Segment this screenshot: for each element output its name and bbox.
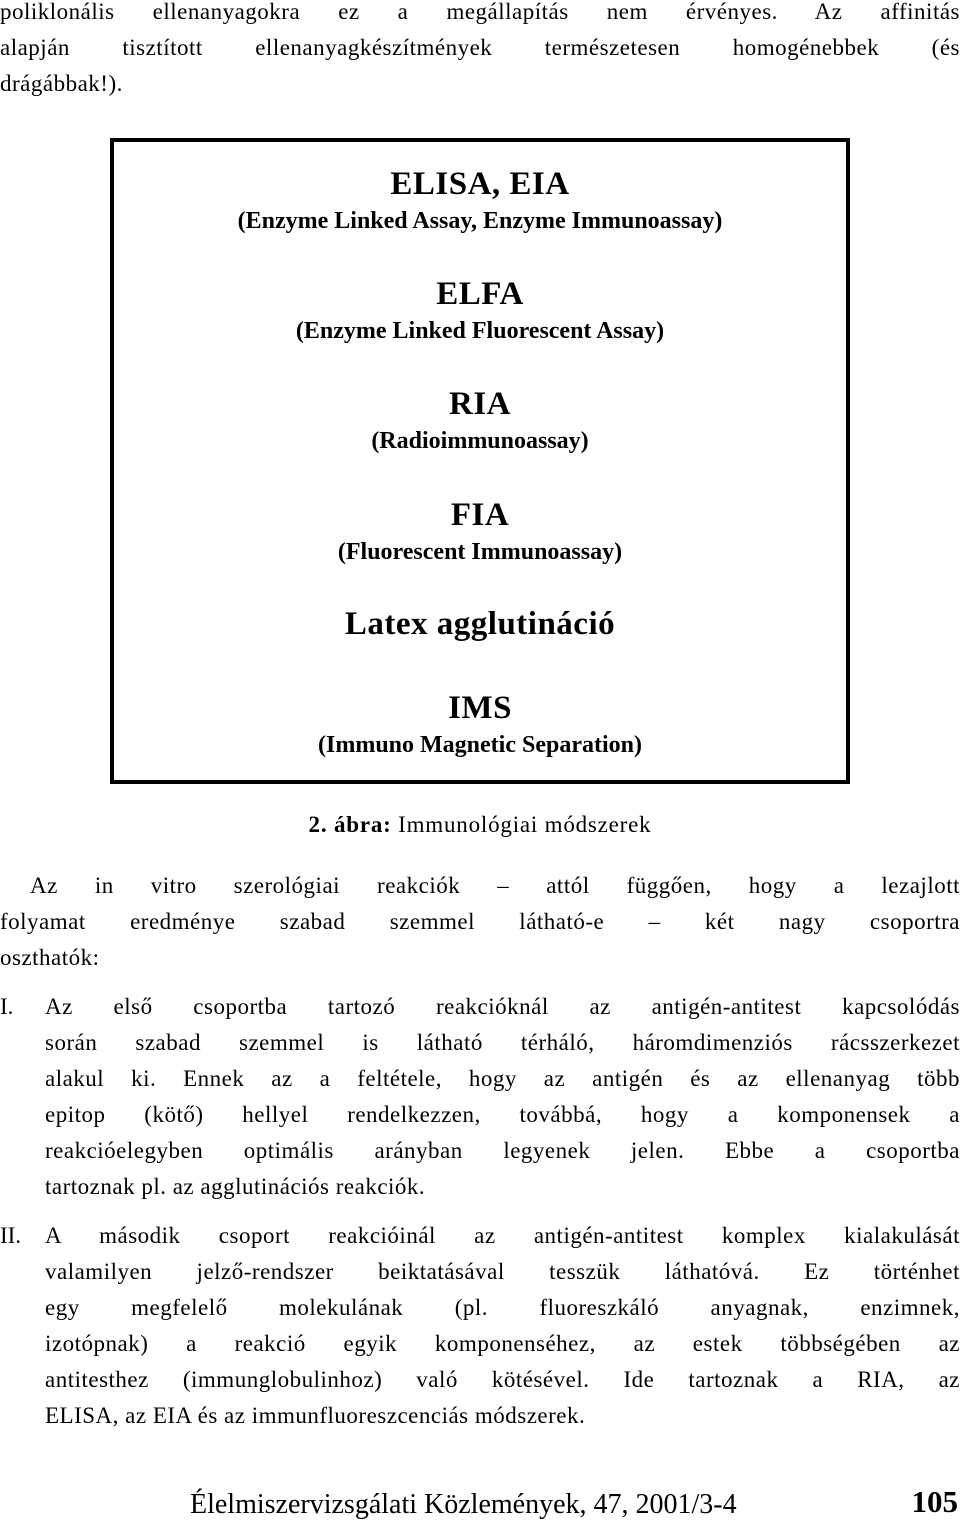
paragraph-line: Az in vitro szerológiai reakciók – attól függően, hogy a lezajlott [30,873,960,898]
list-line: során szabad szemmel is látható térháló, háromdimenziós rácsszerkezet [45,1030,960,1055]
figure-item-abbr: IMS [448,690,512,726]
figure-item-full: (Radioimmunoassay) [371,428,589,454]
figure-item-abbr: ELFA [436,276,524,312]
intro-line: poliklonális ellenanyagokra ez a megállapítás nem érvényes. Az affinitás [0,0,960,24]
figure-item-full: (Enzyme Linked Assay, Enzyme Immunoassay) [237,208,723,234]
list-line: ELISA, az EIA és az immunfluoreszcenciás módszerek. [45,1403,586,1428]
list-line: reakcióelegyben optimális arányban legyenek jelen. Ebbe a csoportba [45,1138,960,1163]
figure-box [110,138,850,784]
figure-caption-label: 2. ábra: [308,812,392,837]
figure-item-abbr: ELISA, EIA [390,166,570,202]
figure-caption [0,807,960,843]
figure-item-full: (Enzyme Linked Fluorescent Assay) [295,318,665,344]
list-line: A második csoport reakcióinál az antigén-antitest komplex kialakulását [45,1223,960,1248]
list-marker: II. [0,1223,22,1248]
paragraph-line: folyamat eredménye szabad szemmel látható-e – két nagy csoportra [0,909,960,934]
figure-item-abbr: FIA [450,497,510,533]
list-line: egy megfelelő molekulának (pl. fluoreszkáló anyagnak, enzimnek, [45,1295,960,1320]
list-marker: I. [0,994,14,1019]
footer-journal: Élelmiszervizsgálati Közlemények, 47, 2001/3-4 [190,1489,737,1520]
list-line: alakul ki. Ennek az a feltétele, hogy az antigén és az ellenanyag több [45,1066,960,1091]
intro-line: alapján tisztított ellenanyagkészítmények természetesen homogénebbek (és [0,35,960,60]
list-line: epitop (kötő) hellyel rendelkezzen, továbbá, hogy a komponensek a [45,1102,960,1127]
intro-line: drágábbak!). [0,71,123,96]
figure-caption-text: Immunológiai módszerek [391,812,652,837]
list-line: tartoznak pl. az agglutinációs reakciók. [45,1174,426,1199]
page-number: 105 [911,1484,958,1519]
paragraph-line: oszthatók: [0,945,100,970]
figure-item-full: (Immuno Magnetic Separation) [318,732,642,758]
list-line: Az első csoportba tartozó reakcióknál az antigén-antitest kapcsolódás [45,994,960,1019]
figure-item-full: (Fluorescent Immunoassay) [337,539,623,565]
figure-item-abbr: Latex agglutináció [344,606,616,642]
figure-item-abbr: RIA [448,386,511,422]
list-line: izotópnak) a reakció egyik komponenséhez, az estek többségében az [45,1331,960,1356]
list-line: valamilyen jelző-rendszer beiktatásával tesszük láthatóvá. Ez történhet [45,1259,960,1284]
list-line: antitesthez (immunglobulinhoz) való kötésével. Ide tartoznak a RIA, az [45,1367,960,1392]
